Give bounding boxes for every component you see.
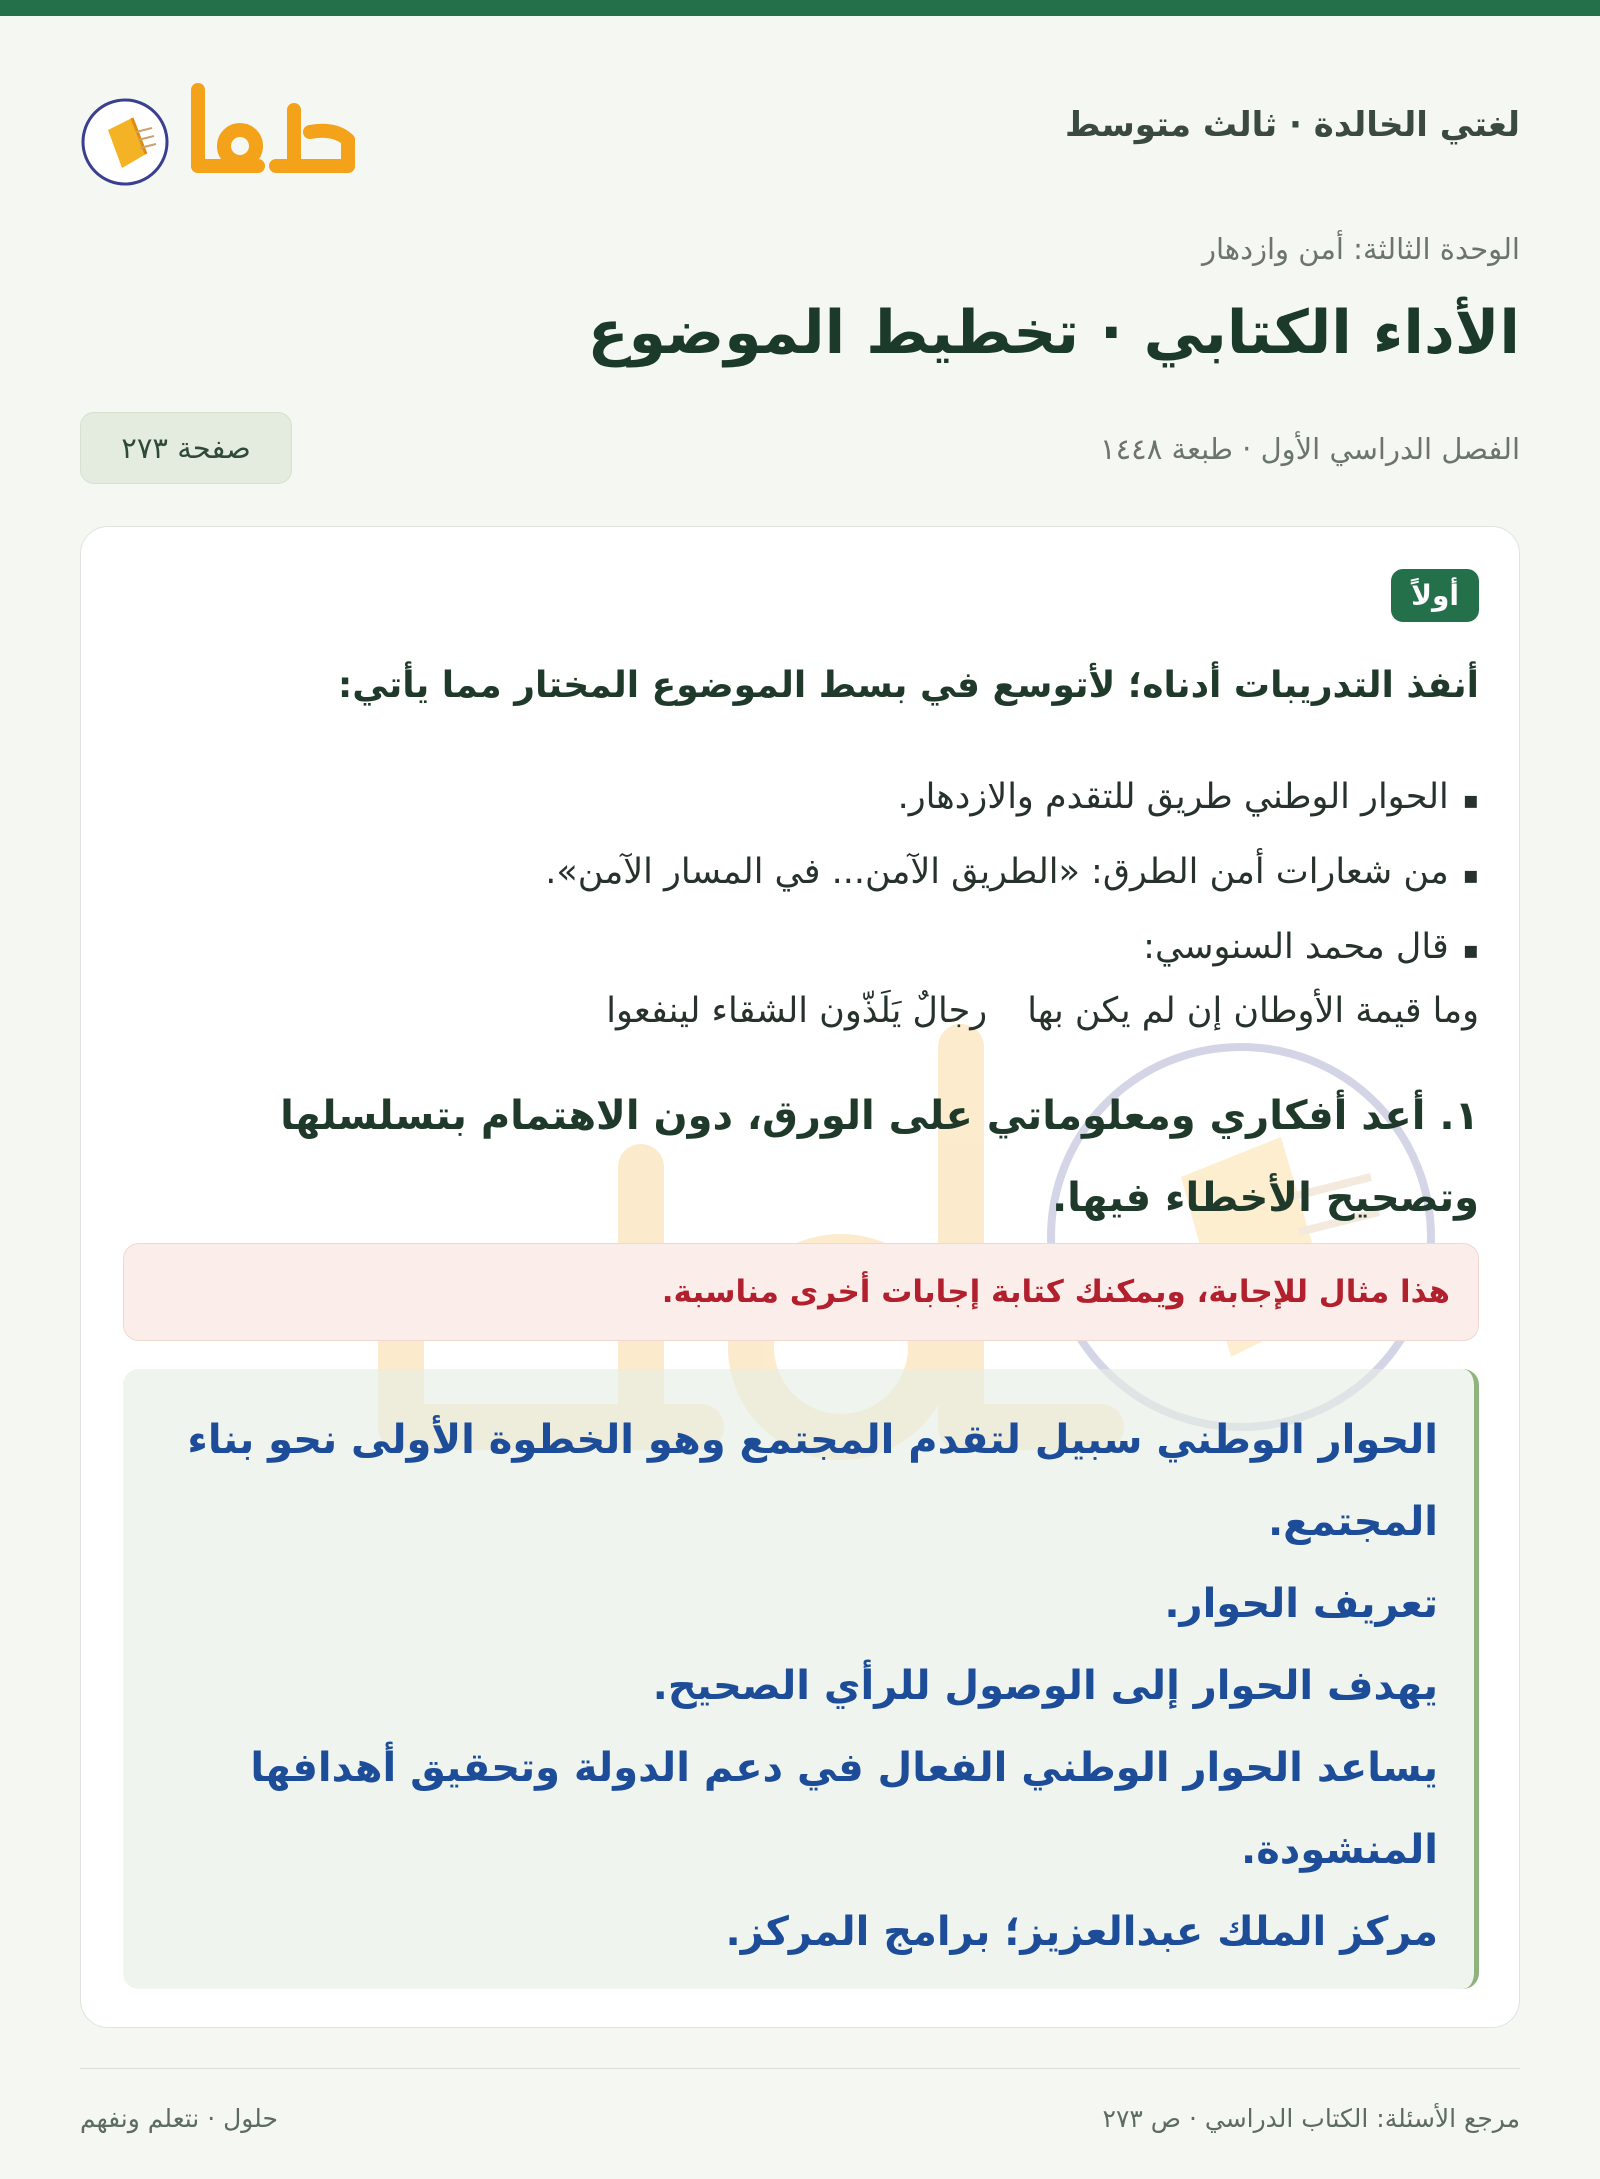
topic-list xyxy=(119,761,1479,986)
list-item: ▪الحوار الوطني طريق للتقدم والازدهار. xyxy=(897,777,1479,817)
answer-line: الحوار الوطني سبيل لتقدم المجتمع وهو الخطوة الأولى نحو بناء المجتمع. xyxy=(187,1417,1438,1545)
section-badge: أولاً xyxy=(1391,569,1479,622)
answer-note: هذا مثال للإجابة، ويمكنك كتابة إجابات أخرى مناسبة. xyxy=(123,1243,1479,1341)
answer-line: مركز الملك عبدالعزيز؛ برامج المركز. xyxy=(725,1909,1438,1955)
hulul-logo[interactable] xyxy=(80,70,370,190)
instruction-text: أنفذ التدريبات أدناه؛ لأتوسع في بسط الموضوع المختار مما يأتي: xyxy=(337,665,1479,706)
question-text: ١. أعد أفكاري ومعلوماتي على الورق، دون الاهتمام بتسلسلها وتصحيح الأخطاء فيها. xyxy=(280,1093,1479,1221)
page-number-chip: صفحة ٢٧٣ xyxy=(80,412,292,484)
poetry-verse xyxy=(606,975,1479,1047)
footer-brand: حلول · نتعلم ونفهم xyxy=(80,2104,278,2133)
top-accent-bar xyxy=(0,0,1600,16)
answer-line: تعريف الحوار. xyxy=(1164,1581,1438,1627)
verse-second-hemistich: رجالٌ يَلَذّون الشقاء لينفعوا xyxy=(606,991,988,1031)
page-title: الأداء الكتابي · تخطيط الموضوع xyxy=(587,298,1520,368)
logo-graphic xyxy=(80,70,370,190)
answer-line: يهدف الحوار إلى الوصول للرأي الصحيح. xyxy=(652,1663,1438,1709)
footer-source: مرجع الأسئلة: الكتاب الدراسي · ص ٢٧٣ xyxy=(1102,2104,1520,2133)
bullet-icon: ▪ xyxy=(1462,936,1479,964)
verse-first-hemistich: وما قيمة الأوطان إن لم يكن بها xyxy=(1027,991,1479,1031)
footer-divider xyxy=(80,2068,1520,2069)
bullet-icon: ▪ xyxy=(1462,786,1479,814)
term-label: الفصل الدراسي الأول · طبعة ١٤٤٨ xyxy=(1100,432,1520,466)
answer-box xyxy=(123,1369,1479,1989)
header xyxy=(80,60,1520,190)
unit-label: الوحدة الثالثة: أمن وازدهار xyxy=(1201,232,1520,266)
book-title: لغتي الخالدة · ثالث متوسط xyxy=(1064,105,1520,145)
list-item: ▪قال محمد السنوسي: xyxy=(1143,927,1479,967)
bullet-icon: ▪ xyxy=(1462,861,1479,889)
list-item: ▪من شعارات أمن الطرق: «الطريق الآمن... في المسار الآمن». xyxy=(545,852,1479,892)
exercise-card xyxy=(80,526,1520,2028)
answer-line: يساعد الحوار الوطني الفعال في دعم الدولة وتحقيق أهدافها المنشودة. xyxy=(250,1745,1438,1873)
